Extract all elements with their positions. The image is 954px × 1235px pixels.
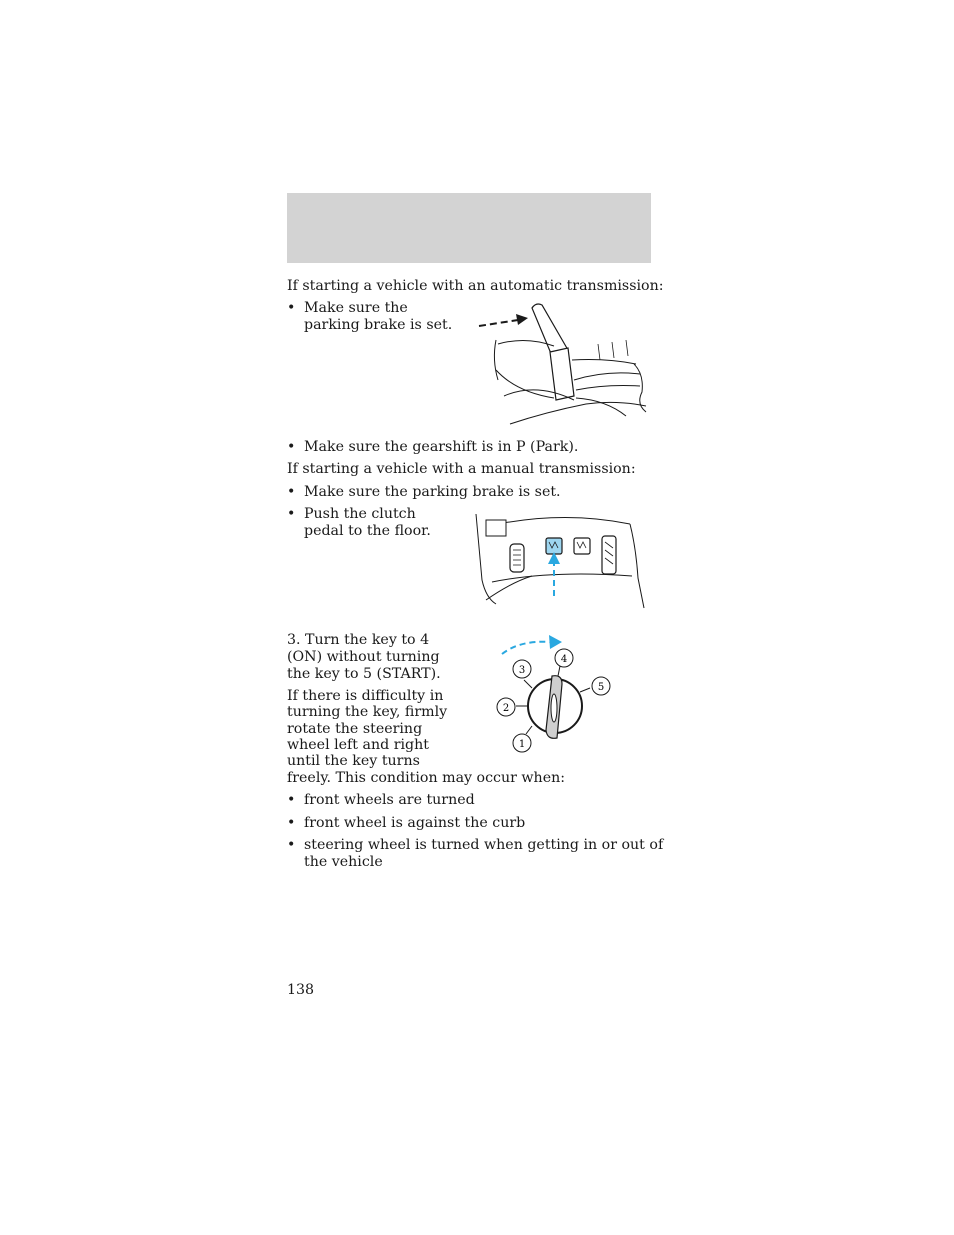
- difficulty-line-4: wheel left and right: [287, 737, 429, 753]
- intro-automatic: If starting a vehicle with an automatic transmission:: [287, 278, 664, 294]
- ignition-label-1: 1: [518, 739, 526, 750]
- intro-manual: If starting a vehicle with a manual transmission:: [287, 461, 636, 477]
- ignition-label-3: 3: [518, 665, 526, 676]
- step3-line-2: (ON) without turning: [287, 649, 440, 665]
- bullet-steering-turned-line-1: steering wheel is turned when getting in or out of: [304, 837, 664, 853]
- bullet-marker: •: [287, 815, 296, 831]
- difficulty-line-5: until the key turns: [287, 753, 420, 769]
- bullet-wheels-turned: front wheels are turned: [304, 792, 475, 808]
- bullet-parking-brake-line-2: parking brake is set.: [304, 317, 453, 333]
- bullet-marker: •: [287, 439, 296, 455]
- page-number: 138: [287, 982, 315, 998]
- ignition-switch-illustration: [490, 630, 620, 760]
- difficulty-line-1: If there is difficulty in: [287, 688, 444, 704]
- clutch-pedal-illustration: [472, 508, 648, 610]
- step3-line-3: the key to 5 (START).: [287, 666, 441, 682]
- difficulty-line-2: turning the key, firmly: [287, 704, 448, 720]
- section-header-band: [287, 193, 651, 263]
- bullet-wheel-curb: front wheel is against the curb: [304, 815, 526, 831]
- ignition-label-5: 5: [597, 682, 605, 693]
- bullet-marker: •: [287, 506, 296, 522]
- parking-brake-illustration: [476, 300, 648, 426]
- bullet-marker: •: [287, 792, 296, 808]
- bullet-clutch-line-2: pedal to the floor.: [304, 523, 431, 539]
- condition-intro: freely. This condition may occur when:: [287, 770, 566, 786]
- bullet-marker: •: [287, 837, 296, 853]
- difficulty-line-3: rotate the steering: [287, 721, 423, 737]
- step3-line-1: 3. Turn the key to 4: [287, 632, 430, 648]
- bullet-marker: •: [287, 300, 296, 316]
- bullet-steering-turned-line-2: the vehicle: [304, 854, 383, 870]
- bullet-clutch-line-1: Push the clutch: [304, 506, 416, 522]
- bullet-gearshift-park: Make sure the gearshift is in P (Park).: [304, 439, 579, 455]
- ignition-label-4: 4: [560, 654, 568, 665]
- ignition-label-2: 2: [502, 703, 510, 714]
- bullet-marker: •: [287, 484, 296, 500]
- bullet-parking-brake-manual: Make sure the parking brake is set.: [304, 484, 561, 500]
- bullet-parking-brake-line-1: Make sure the: [304, 300, 408, 316]
